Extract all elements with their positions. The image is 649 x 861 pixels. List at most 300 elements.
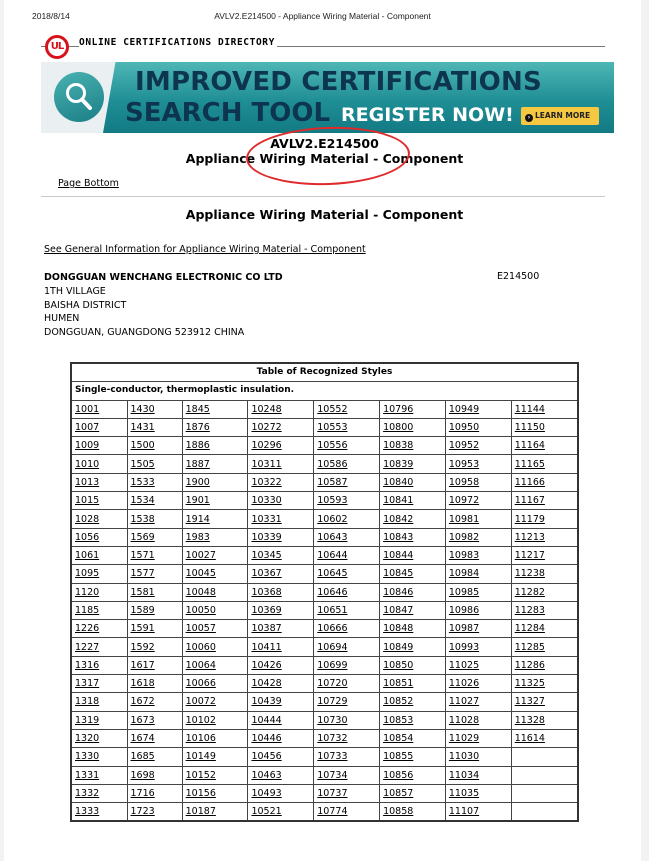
style-link[interactable]: 1185: [75, 605, 100, 616]
table-cell: [445, 565, 511, 583]
table-cell: [71, 583, 127, 601]
table-cell: [127, 748, 182, 766]
style-link[interactable]: 11035: [448, 787, 480, 799]
style-link[interactable]: 10855: [383, 751, 414, 763]
style-link[interactable]: 10958: [448, 476, 480, 488]
table-cell: [248, 693, 314, 711]
table-cell: [71, 528, 127, 546]
company-info: [44, 271, 283, 340]
style-link[interactable]: 1500: [130, 440, 155, 452]
style-link[interactable]: 10048: [185, 586, 216, 598]
table-cell: [445, 620, 511, 638]
section-title: Appliance Wiring Material - Component: [185, 207, 464, 222]
style-link[interactable]: 11282: [514, 586, 545, 598]
style-link[interactable]: 1061: [75, 550, 100, 562]
style-link[interactable]: 1013: [75, 476, 100, 488]
style-link[interactable]: 1028: [75, 513, 100, 525]
style-link[interactable]: 10552: [317, 403, 348, 415]
style-link[interactable]: 10993: [448, 641, 480, 653]
style-link[interactable]: 10858: [383, 806, 414, 818]
table-cell: [71, 766, 127, 784]
style-link[interactable]: 11027: [448, 696, 480, 708]
style-link[interactable]: 1431: [130, 422, 155, 434]
style-link[interactable]: 10694: [317, 641, 348, 653]
style-link[interactable]: 10106: [185, 733, 216, 745]
table-cell: [182, 565, 248, 583]
style-link[interactable]: 10842: [383, 513, 414, 525]
style-link[interactable]: 11328: [514, 714, 545, 726]
table-cell: [380, 748, 446, 766]
style-link[interactable]: 1571: [130, 550, 155, 562]
style-link[interactable]: 10045: [185, 568, 216, 580]
table-cell: [314, 711, 380, 729]
table-cell: [248, 675, 314, 693]
table-cell: [445, 583, 511, 601]
table-cell: [314, 601, 380, 619]
style-link[interactable]: 10102: [185, 714, 216, 726]
style-link[interactable]: 10987: [448, 623, 480, 635]
style-link[interactable]: 10331: [251, 513, 282, 525]
style-link[interactable]: 10843: [383, 531, 414, 543]
style-link[interactable]: 10446: [251, 733, 282, 745]
table-cell: [127, 784, 182, 802]
table-cell: [182, 546, 248, 564]
table-cell: [248, 565, 314, 583]
style-link[interactable]: 11107: [448, 806, 480, 818]
style-link[interactable]: 1331: [75, 769, 100, 781]
style-link[interactable]: 11025: [448, 659, 480, 671]
address-line: DONGGUAN, GUANGDONG 523912 CHINA: [44, 327, 245, 339]
table-cell: [248, 638, 314, 656]
style-link[interactable]: 10411: [251, 641, 282, 653]
style-link[interactable]: 10845: [383, 568, 414, 580]
style-link[interactable]: 1333: [75, 806, 100, 818]
style-link[interactable]: 10521: [251, 806, 282, 818]
style-link[interactable]: 10986: [448, 605, 480, 616]
style-link[interactable]: 10972: [448, 495, 480, 507]
table-cell: [511, 675, 578, 693]
style-link[interactable]: 1914: [185, 513, 210, 525]
style-link[interactable]: 1591: [130, 623, 155, 635]
style-link[interactable]: 1901: [185, 495, 210, 507]
style-link[interactable]: 10553: [317, 422, 348, 434]
table-cell: [380, 803, 446, 822]
table-cell: [71, 620, 127, 638]
style-link[interactable]: 10844: [383, 550, 414, 562]
table-cell: [127, 583, 182, 601]
table-cell: [445, 711, 511, 729]
style-link[interactable]: 1332: [75, 787, 100, 799]
table-cell: [71, 565, 127, 583]
style-link[interactable]: 10387: [251, 623, 282, 635]
table-cell: [511, 400, 578, 418]
style-link[interactable]: 10057: [185, 623, 216, 635]
style-link[interactable]: 10982: [448, 531, 480, 543]
style-link[interactable]: 1685: [130, 751, 155, 763]
style-link[interactable]: 10851: [383, 678, 414, 690]
style-link[interactable]: 11034: [448, 769, 480, 781]
style-link[interactable]: 1319: [75, 714, 100, 726]
style-link[interactable]: 11166: [514, 476, 545, 488]
style-link[interactable]: 1673: [130, 714, 155, 726]
general-info-link[interactable]: See General Information for Appliance Wiring Material - Component: [44, 244, 366, 255]
table-cell: [380, 492, 446, 510]
style-link[interactable]: 10439: [251, 696, 282, 708]
print-date: 2018/8/14: [32, 11, 70, 21]
print-title: AVLV2.E214500 - Appliance Wiring Material - Component: [214, 11, 431, 21]
style-link[interactable]: 1056: [75, 531, 100, 543]
style-link[interactable]: 1698: [130, 769, 155, 781]
table-cell: [314, 400, 380, 418]
style-link[interactable]: 10149: [185, 751, 216, 763]
table-row: [71, 784, 578, 802]
style-link[interactable]: 10856: [383, 769, 414, 781]
style-link[interactable]: 1007: [75, 422, 100, 434]
style-link[interactable]: 1009: [75, 440, 100, 452]
table-cell: [127, 473, 182, 491]
table-cell: [511, 528, 578, 546]
style-link[interactable]: 10027: [185, 550, 216, 562]
style-link[interactable]: 1886: [185, 440, 210, 452]
table-cell: [314, 473, 380, 491]
style-link[interactable]: 10050: [185, 605, 216, 616]
style-link[interactable]: 10699: [317, 659, 348, 671]
table-row: [71, 473, 578, 491]
style-link[interactable]: 1672: [130, 696, 155, 708]
table-cell: [127, 656, 182, 674]
table-cell: [182, 418, 248, 436]
style-link[interactable]: 10983: [448, 550, 480, 562]
table-cell: [445, 675, 511, 693]
table-cell: [127, 766, 182, 784]
table-row: [71, 400, 578, 418]
style-link[interactable]: 10368: [251, 586, 282, 598]
style-link[interactable]: 1569: [130, 531, 155, 543]
table-cell: [71, 638, 127, 656]
style-link[interactable]: 10602: [317, 513, 348, 525]
style-link[interactable]: 1320: [75, 733, 100, 745]
style-link[interactable]: 10330: [251, 495, 282, 507]
table-row: [71, 546, 578, 564]
table-row: [71, 729, 578, 747]
table-cell: [445, 803, 511, 822]
table-cell: [380, 418, 446, 436]
style-link[interactable]: 10444: [251, 714, 282, 726]
style-link[interactable]: 10838: [383, 440, 414, 452]
style-link[interactable]: 11285: [514, 641, 545, 653]
style-link[interactable]: 10428: [251, 678, 282, 690]
table-cell: [314, 528, 380, 546]
table-cell: [511, 418, 578, 436]
category-code: AVLV2.E214500: [270, 136, 379, 151]
style-link[interactable]: 11327: [514, 696, 545, 708]
style-link[interactable]: 1538: [130, 513, 155, 525]
style-link[interactable]: 1876: [185, 422, 210, 434]
address-line: HUMEN: [44, 313, 80, 325]
style-link[interactable]: 10064: [185, 659, 216, 671]
style-link[interactable]: 10733: [317, 751, 348, 763]
style-link[interactable]: 1226: [75, 623, 100, 635]
style-link[interactable]: 1577: [130, 568, 155, 580]
table-cell: [127, 675, 182, 693]
style-link[interactable]: 1533: [130, 476, 155, 488]
address-line: 1TH VILLAGE: [44, 285, 106, 297]
recognized-styles-table: [70, 362, 579, 822]
table-cell: [445, 400, 511, 418]
table-row: [71, 803, 578, 822]
style-link[interactable]: 1015: [75, 495, 100, 507]
table-cell: [182, 400, 248, 418]
style-link[interactable]: 10322: [251, 476, 282, 488]
style-link[interactable]: 10847: [383, 605, 414, 616]
style-link[interactable]: 10156: [185, 787, 216, 799]
style-link[interactable]: 10272: [251, 422, 282, 434]
style-link[interactable]: 10729: [317, 696, 348, 708]
table-cell: [127, 418, 182, 436]
table-cell: [380, 675, 446, 693]
style-link[interactable]: 10643: [317, 531, 348, 543]
style-link[interactable]: 10152: [185, 769, 216, 781]
table-cell: [182, 620, 248, 638]
style-link[interactable]: 10367: [251, 568, 282, 580]
style-link[interactable]: 10854: [383, 733, 414, 745]
style-link[interactable]: 10311: [251, 458, 282, 470]
arrow-right-icon: ›: [525, 114, 533, 122]
table-cell: [127, 437, 182, 455]
table-cell: [248, 437, 314, 455]
company-name: DONGGUAN WENCHANG ELECTRONIC CO LTD: [44, 272, 283, 283]
style-link[interactable]: 1581: [130, 586, 155, 598]
style-link[interactable]: 11213: [514, 531, 545, 543]
register-now-text: REGISTER NOW!: [341, 104, 514, 126]
style-link[interactable]: 10339: [251, 531, 282, 543]
style-link[interactable]: 10846: [383, 586, 414, 598]
style-link[interactable]: 1589: [130, 605, 155, 616]
style-link[interactable]: 1001: [75, 403, 100, 415]
style-link[interactable]: 11217: [514, 550, 545, 562]
table-cell: [445, 473, 511, 491]
style-link[interactable]: 10369: [251, 605, 282, 616]
style-link[interactable]: 10296: [251, 440, 282, 452]
style-link[interactable]: 10651: [317, 605, 348, 616]
table-cell: [182, 437, 248, 455]
style-link[interactable]: 1845: [185, 403, 210, 415]
style-link[interactable]: 1716: [130, 787, 155, 799]
style-link[interactable]: 1317: [75, 678, 100, 690]
style-link[interactable]: 10841: [383, 495, 414, 507]
style-link[interactable]: 10796: [383, 403, 414, 415]
table-cell: [182, 656, 248, 674]
table-cell: [445, 784, 511, 802]
table-cell: [71, 729, 127, 747]
table-row: [71, 418, 578, 436]
style-link[interactable]: 1723: [130, 806, 155, 818]
style-link[interactable]: 10853: [383, 714, 414, 726]
style-link[interactable]: 1095: [75, 568, 100, 580]
style-link[interactable]: 1592: [130, 641, 155, 653]
style-link[interactable]: 10952: [448, 440, 480, 452]
ul-logo-icon[interactable]: UL: [45, 35, 69, 59]
style-link[interactable]: 11325: [514, 678, 545, 690]
style-link[interactable]: 11030: [448, 751, 480, 763]
table-cell: [511, 784, 578, 802]
style-link[interactable]: 10493: [251, 787, 282, 799]
table-cell: [380, 656, 446, 674]
page-bottom-link[interactable]: Page Bottom: [58, 178, 119, 189]
style-link[interactable]: 11026: [448, 678, 480, 690]
table-row: [71, 656, 578, 674]
banner-subheadline: SEARCH TOOL: [125, 98, 331, 128]
table-cell: [314, 748, 380, 766]
style-link[interactable]: 10848: [383, 623, 414, 635]
table-cell: [511, 546, 578, 564]
style-link[interactable]: 1887: [185, 458, 210, 470]
table-row: [71, 693, 578, 711]
table-row: [71, 455, 578, 473]
style-link[interactable]: 10248: [251, 403, 282, 415]
style-link[interactable]: 11284: [514, 623, 545, 635]
table-cell: [511, 693, 578, 711]
style-link[interactable]: 11179: [514, 513, 545, 525]
style-link[interactable]: 11167: [514, 495, 545, 507]
style-link[interactable]: 1674: [130, 733, 155, 745]
table-cell: [511, 748, 578, 766]
style-link[interactable]: 10720: [317, 678, 348, 690]
table-cell: [248, 620, 314, 638]
style-link[interactable]: 11164: [514, 440, 545, 452]
table-row: [71, 583, 578, 601]
table-cell: [445, 748, 511, 766]
style-link[interactable]: 10950: [448, 422, 480, 434]
table-cell: [511, 638, 578, 656]
table-cell: [314, 510, 380, 528]
style-link[interactable]: 11029: [448, 733, 480, 745]
style-link[interactable]: 11144: [514, 403, 545, 415]
style-link[interactable]: 11028: [448, 714, 480, 726]
style-link[interactable]: 1430: [130, 403, 155, 415]
style-link[interactable]: 1316: [75, 659, 100, 671]
style-link[interactable]: 10730: [317, 714, 348, 726]
style-link[interactable]: 10556: [317, 440, 348, 452]
style-link[interactable]: 10852: [383, 696, 414, 708]
style-link[interactable]: 10981: [448, 513, 480, 525]
style-link[interactable]: 10060: [185, 641, 216, 653]
style-link[interactable]: 10737: [317, 787, 348, 799]
style-link[interactable]: 10732: [317, 733, 348, 745]
style-link[interactable]: 10857: [383, 787, 414, 799]
style-link[interactable]: 10774: [317, 806, 348, 818]
table-cell: [71, 656, 127, 674]
style-link[interactable]: 10345: [251, 550, 282, 562]
style-link[interactable]: 11286: [514, 659, 545, 671]
style-link[interactable]: 1330: [75, 751, 100, 763]
style-link[interactable]: 10587: [317, 476, 348, 488]
table-cell: [71, 546, 127, 564]
table-cell: [445, 510, 511, 528]
style-link[interactable]: 10850: [383, 659, 414, 671]
style-link[interactable]: 10800: [383, 422, 414, 434]
style-link[interactable]: 10645: [317, 568, 348, 580]
style-link[interactable]: 10586: [317, 458, 348, 470]
style-link[interactable]: 1505: [130, 458, 155, 470]
learn-more-button[interactable]: [521, 107, 599, 125]
style-link[interactable]: 11150: [514, 422, 545, 434]
style-link[interactable]: 1120: [75, 586, 100, 598]
table-cell: [380, 766, 446, 784]
table-cell: [182, 693, 248, 711]
table-cell: [71, 803, 127, 822]
style-link[interactable]: 1318: [75, 696, 100, 708]
table-row: [71, 766, 578, 784]
style-link[interactable]: 10985: [448, 586, 480, 598]
style-link[interactable]: 11283: [514, 605, 545, 616]
table-cell: [127, 565, 182, 583]
style-link[interactable]: 1010: [75, 458, 100, 470]
style-link[interactable]: 10644: [317, 550, 348, 562]
style-link[interactable]: 10953: [448, 458, 480, 470]
table-cell: [127, 492, 182, 510]
table-cell: [248, 418, 314, 436]
style-link[interactable]: 10066: [185, 678, 216, 690]
table-cell: [248, 528, 314, 546]
table-cell: [248, 583, 314, 601]
table-cell: [71, 675, 127, 693]
table-cell: [182, 601, 248, 619]
table-cell: [182, 803, 248, 822]
style-link[interactable]: 10840: [383, 476, 414, 488]
style-link[interactable]: 10593: [317, 495, 348, 507]
style-link[interactable]: 1983: [185, 531, 210, 543]
promo-banner[interactable]: [41, 62, 614, 133]
table-cell: [71, 510, 127, 528]
table-subheading: Single-conductor, thermoplastic insulation.: [71, 382, 578, 400]
style-link[interactable]: 10646: [317, 586, 348, 598]
style-link[interactable]: 11165: [514, 458, 545, 470]
style-link[interactable]: 10984: [448, 568, 480, 580]
table-cell: [182, 711, 248, 729]
table-cell: [380, 528, 446, 546]
style-link[interactable]: 10456: [251, 751, 282, 763]
style-link[interactable]: 10839: [383, 458, 414, 470]
style-link[interactable]: 1617: [130, 659, 155, 671]
style-link[interactable]: 10426: [251, 659, 282, 671]
style-link[interactable]: 1227: [75, 641, 100, 653]
table-cell: [511, 583, 578, 601]
address-line: BAISHA DISTRICT: [44, 299, 127, 311]
table-cell: [380, 638, 446, 656]
style-link[interactable]: 10187: [185, 806, 216, 818]
table-cell: [182, 492, 248, 510]
table-row: [71, 620, 578, 638]
style-link[interactable]: 10849: [383, 641, 414, 653]
style-link[interactable]: 1534: [130, 495, 155, 507]
style-link[interactable]: 11614: [514, 733, 545, 745]
divider: [41, 196, 605, 197]
banner-headline: IMPROVED CERTIFICATIONS: [135, 67, 542, 97]
style-link[interactable]: 10072: [185, 696, 216, 708]
table-cell: [314, 620, 380, 638]
style-link[interactable]: 1618: [130, 678, 155, 690]
style-link[interactable]: 10949: [448, 403, 480, 415]
table-cell: [248, 455, 314, 473]
table-cell: [182, 675, 248, 693]
style-link[interactable]: 10463: [251, 769, 282, 781]
style-link[interactable]: 10734: [317, 769, 348, 781]
style-link[interactable]: 1900: [185, 476, 210, 488]
table-row: [71, 510, 578, 528]
style-link[interactable]: 10666: [317, 623, 348, 635]
style-link[interactable]: 11238: [514, 568, 545, 580]
